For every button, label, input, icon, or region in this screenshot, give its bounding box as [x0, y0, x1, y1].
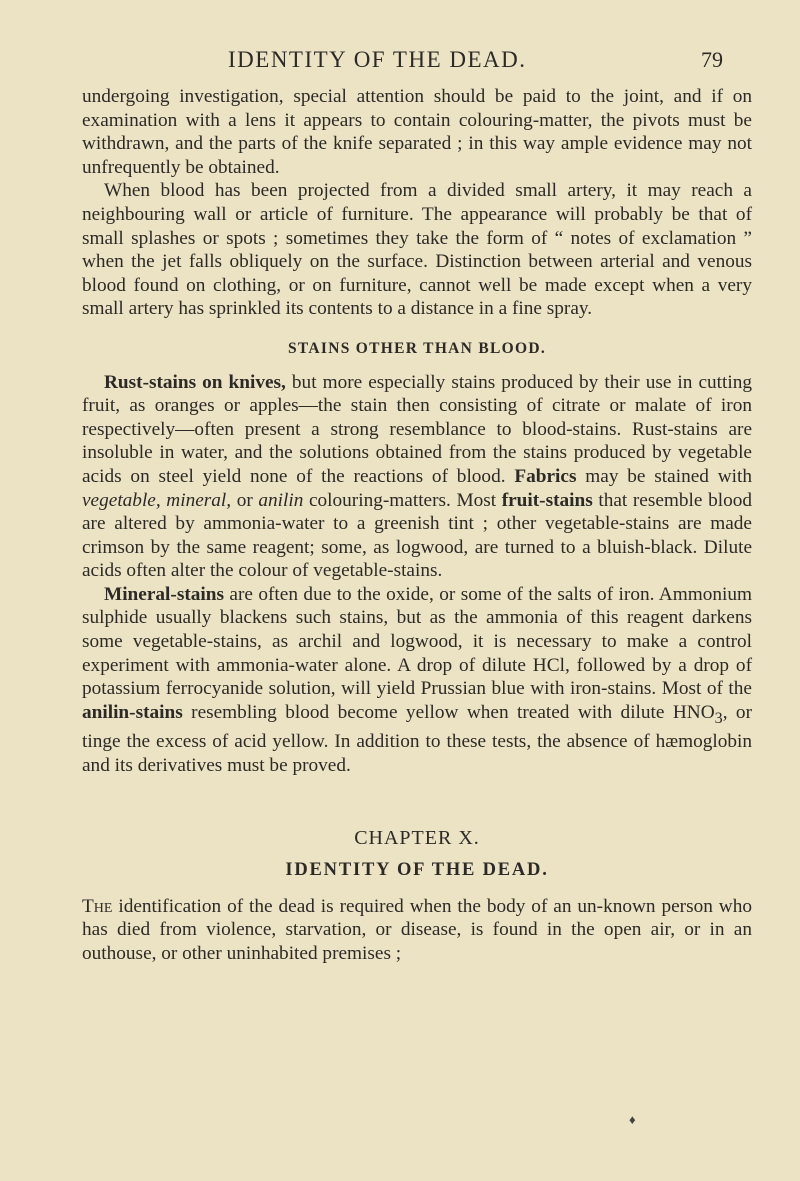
text-run: that resemble blood are altered by ammonia-water to a greenish tint ; other vegetable-stains are made crimson by the same reagent; some, as logwood, are turned to a bluish-black. Dilute acids often alter the colour of vegetable-stains. [82, 489, 752, 582]
italic-anilin: anilin [258, 489, 304, 511]
text-run: or [231, 489, 259, 511]
text-run: are often due to the oxide, or some of the salts of iron. Ammonium sulphide usually blackens such stains, but as the ammonia of this reagent darkens some vegetable-stains, as archil and logwood, it is necessary to make a control experiment with ammonia-water alone. A drop of dilute HCl, followed by a drop of potassium ferrocyanide solution, will yield Prussian blue with iron-stains. Most of the [82, 583, 752, 700]
running-title: IDENTITY OF THE DEAD. [228, 47, 527, 72]
paragraph-knife-joint: undergoing investigation, special attention should be paid to the joint, and if on examination with a lens it appears to contain colouring-matter, the pivots must be withdrawn, and the parts of the knife separated ; in this way ample evidence may not unfrequently be obtained. [82, 86, 752, 178]
term-fabrics: Fabrics [514, 465, 577, 487]
text-run: , or tinge the excess of acid yellow. In addition to these tests, the absence of hæmoglobin and its derivatives must be proved. [82, 701, 752, 776]
running-head [0, 47, 800, 77]
text-run: resembling blood become yellow when treated with dilute HNO [182, 701, 715, 723]
paragraph-mineral-stains [82, 583, 752, 778]
section-heading: STAINS OTHER THAN BLOOD. [287, 339, 547, 357]
italic-vegetable-mineral: vegetable, mineral, [82, 489, 232, 511]
text-run: identification of the dead is required when the body of an un-known person who has died from violence, starvation, or disease, is found in the open air, or in an outhouse, or other uninhabited premises ; [82, 895, 752, 964]
term-fruit-stains: fruit-stains [501, 489, 593, 511]
page-content [82, 85, 752, 965]
printer-mark: ♦ [629, 1112, 636, 1127]
drop-lead-word: The [82, 895, 113, 917]
chapter-label: CHAPTER X. [354, 827, 480, 850]
chapter-title: IDENTITY OF THE DEAD. [285, 860, 549, 881]
page-number: 79 [701, 47, 723, 72]
text-run: but more especially stains produced by their use in cutting fruit, as oranges or apples—the stain then consisting of citrate or malate of iron respectively—often present a strong resemblance to blood-stains. Rust-stains are insoluble in water, and the solutions obtained from the stains produced by vegetable acids on steel yield none of the reactions of blood. [82, 371, 752, 487]
paragraph-arterial-splashes: When blood has been projected from a divided small artery, it may reach a neighbouring wall or article of furniture. The appearance will probably be that of small splashes or spots ; sometimes they take the form of “ notes of exclamation ” when the jet falls obliquely on the surface. Distinction between arterial and venous blood found on clothing, or on furniture, cannot well be made except when a very small artery has sprinkled its contents to a distance in a fine spray. [82, 180, 752, 320]
text-run: may be stained with [576, 465, 753, 487]
term-mineral-stains: Mineral-stains [104, 583, 224, 605]
subscript-3: 3 [714, 709, 723, 727]
text-run: colouring-matters. Most [303, 489, 502, 511]
term-anilin-stains: anilin-stains [82, 701, 183, 723]
paragraph-rust-stains [82, 371, 752, 583]
term-rust-stains: Rust-stains on knives, [104, 371, 286, 393]
paragraph-identification [82, 895, 752, 966]
